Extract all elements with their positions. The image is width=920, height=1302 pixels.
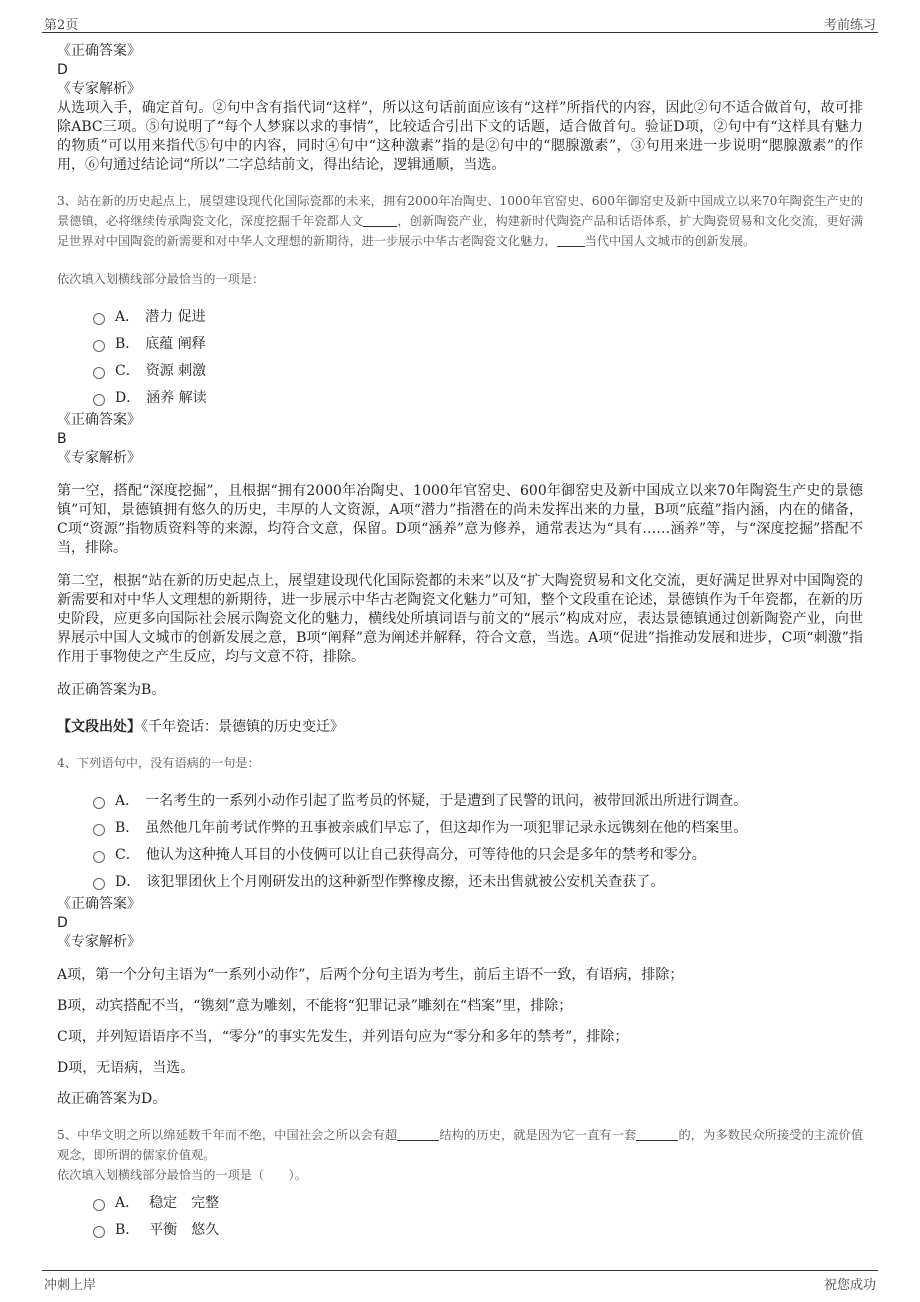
q4-analysis-d: D项，无语病，当选。 xyxy=(57,1060,195,1076)
q5-prompt: 依次填入划横线部分最恰当的一项是（ ）。 xyxy=(57,1168,307,1182)
radio-icon[interactable] xyxy=(93,824,105,836)
q3-conclusion: 故正确答案为B。 xyxy=(57,682,166,698)
q4-analysis-c: C项，并列短语语序不当，“零分”的事实先发生，并列语句应为“零分和多年的禁考”，排除； xyxy=(57,1029,629,1045)
q3-option-c[interactable]: C． 资源 刺激 xyxy=(93,357,863,384)
q4-conclusion: 故正确答案为D。 xyxy=(57,1091,167,1107)
page-header xyxy=(42,12,878,33)
q5-options xyxy=(57,1189,863,1243)
q3-option-b[interactable]: B． 底蕴 阐释 xyxy=(93,330,863,357)
q4-analysis-b: B项，动宾搭配不当，“镌刻”意为雕刻，不能将“犯罪记录”雕刻在“档案”里，排除； xyxy=(57,998,573,1014)
footer-right: 祝您成功 xyxy=(823,1278,876,1293)
q4-option-d[interactable]: D． 该犯罪团伙上个月刚研发出的这种新型作弊橡皮擦，还未出售就被公安机关查获了。 xyxy=(93,868,863,895)
q3-option-a[interactable]: A． 潜力 促进 xyxy=(93,303,863,330)
q3-stem-part-c: 当代中国人文城市的创新发展。 xyxy=(584,234,756,248)
radio-icon[interactable] xyxy=(93,878,105,890)
q4-options xyxy=(57,787,863,895)
footer-left: 冲刺上岸 xyxy=(44,1278,97,1293)
expert-analysis-label: 《专家解析》 xyxy=(57,81,141,97)
q3-source xyxy=(57,718,863,737)
q3-prompt: 依次填入划横线部分最恰当的一项是： xyxy=(57,272,265,286)
q5-stem: 5、中华文明之所以绵延数千年而不绝，中国社会之所以会有超 结构的历史，就是因为它一直有一套 的，为多数民众所接受的主流价值观念，即所谓的儒家价值观。 xyxy=(57,1128,864,1162)
q5-option-b[interactable]: B． 平衡 悠久 xyxy=(93,1216,863,1243)
radio-icon[interactable] xyxy=(93,851,105,863)
radio-icon[interactable] xyxy=(93,1226,105,1238)
q4-answer: D xyxy=(57,915,68,931)
correct-answer-label: 《正确答案》 xyxy=(57,896,141,912)
radio-icon[interactable] xyxy=(93,797,105,809)
correct-answer-label: 《正确答案》 xyxy=(57,43,141,59)
expert-analysis-label: 《专家解析》 xyxy=(57,934,141,950)
q3-blank-1 xyxy=(363,212,397,227)
q3-stem-part-a: 3、站在新的历史起点上，展望建设现代化国际瓷都的未来，拥有2000年冶陶史、1000年官窑史、600年御窑史及新中国成立以来70年陶瓷生产史的景德镇，必将继续传承陶瓷文化，深度挖掘千年瓷都人文 xyxy=(57,194,863,228)
q4-option-c[interactable]: C． 他认为这种掩人耳目的小伎俩可以让自己获得高分，可等待他的只会是多年的禁考和零分。 xyxy=(93,841,863,868)
source-label: 【文段出处】 xyxy=(57,719,141,735)
page-footer xyxy=(42,1270,878,1295)
q2-answer: D xyxy=(57,62,68,78)
expert-analysis-label: 《专家解析》 xyxy=(57,450,141,466)
q3-analysis-1: 第一空，搭配“深度挖掘”，且根据“拥有2000年冶陶史、1000年官窑史、600年御窑史及新中国成立以来70年陶瓷生产史的景德镇”可知，景德镇拥有悠久的历史，丰厚的人文资源，A项“潜力”指潜在的尚未发挥出来的力量，B项“底蕴”指内涵，内在的储备，C项“资源”指物质资料等的来源，均符合文意，保留。D项“涵养”意为修养，通常表达为“具有……涵养”等，与“深度挖掘”搭配不当，排除。 xyxy=(57,483,863,556)
q3-blank-2 xyxy=(557,232,585,247)
page-number: 第2页 xyxy=(44,18,79,33)
radio-icon[interactable] xyxy=(93,313,105,325)
q3-answer: B xyxy=(57,431,67,447)
radio-icon[interactable] xyxy=(93,1199,105,1211)
source-title: 《千年瓷话：景德镇的历史变迁》 xyxy=(141,719,344,735)
q3-options xyxy=(57,303,863,411)
document-body xyxy=(57,42,863,1243)
q5-blank-1 xyxy=(397,1126,439,1141)
q3-stem xyxy=(57,191,863,251)
q3-stem-part-b: ，创新陶瓷产业，构建新时代陶瓷产品和话语体系，扩大陶瓷贸易和文化交流，更好满足世界对中国陶瓷的新需要和对中华人文理想的新期待，进一步展示中华古老陶瓷文化魅力， xyxy=(57,214,864,248)
radio-icon[interactable] xyxy=(93,394,105,406)
q4-stem: 4、下列语句中，没有语病的一句是： xyxy=(57,756,260,770)
radio-icon[interactable] xyxy=(93,340,105,352)
q5-option-a[interactable]: A． 稳定 完整 xyxy=(93,1189,863,1216)
q5-blank-2 xyxy=(636,1126,678,1141)
correct-answer-label: 《正确答案》 xyxy=(57,412,141,428)
q3-option-d[interactable]: D． 涵养 解读 xyxy=(93,384,863,411)
q4-analysis-a: A项，第一个分句主语为“一系列小动作”，后两个分句主语为考生，前后主语不一致，有语病，排除； xyxy=(57,967,684,983)
q3-analysis-2: 第二空，根据“站在新的历史起点上，展望建设现代化国际瓷都的未来”以及“扩大陶瓷贸易和文化交流，更好满足世界对中国陶瓷的新需要和对中华人文理想的新期待，进一步展示中华古老陶瓷文化魅力”可知，整个文段重在论述，景德镇作为千年瓷都，在新的历史阶段，应更多向国际社会展示陶瓷文化的魅力，横线处所填词语与前文的“展示”构成对应，表达景德镇通过创新陶瓷产业，向世界展示中国人文城市的创新发展之意，B项“阐释”意为阐述并解释，符合文意，当选。A项“促进”指推动发展和进步，C项“刺激”指作用于事物使之产生反应，均与文意不符，排除。 xyxy=(57,573,863,665)
radio-icon[interactable] xyxy=(93,367,105,379)
q2-analysis: 从选项入手，确定首句。②句中含有指代词“这样”，所以这句话前面应该有“这样”所指代的内容，因此②句不适合做首句，故可排除ABC三项。⑤句说明了“每个人梦寐以求的事情”，比较适合引出下文的话题，适合做首句。验证D项，②句中有“这样具有魅力的物质”可以用来指代⑤句中的内容，同时④句中“这种激素”指的是②句中的“腮腺激素”，③句用来进一步说明“腮腺激素”的作用，⑥句通过结论词“所以”二字总结前文，得出结论，逻辑通顺，当选。 xyxy=(57,100,863,173)
header-title: 考前练习 xyxy=(823,18,876,33)
q4-option-b[interactable]: B． 虽然他几年前考试作弊的丑事被亲戚们早忘了，但这却作为一项犯罪记录永远镌刻在他的档案里。 xyxy=(93,814,863,841)
q4-option-a[interactable]: A． 一名考生的一系列小动作引起了监考员的怀疑，于是遭到了民警的讯问，被带回派出所进行调查。 xyxy=(93,787,863,814)
